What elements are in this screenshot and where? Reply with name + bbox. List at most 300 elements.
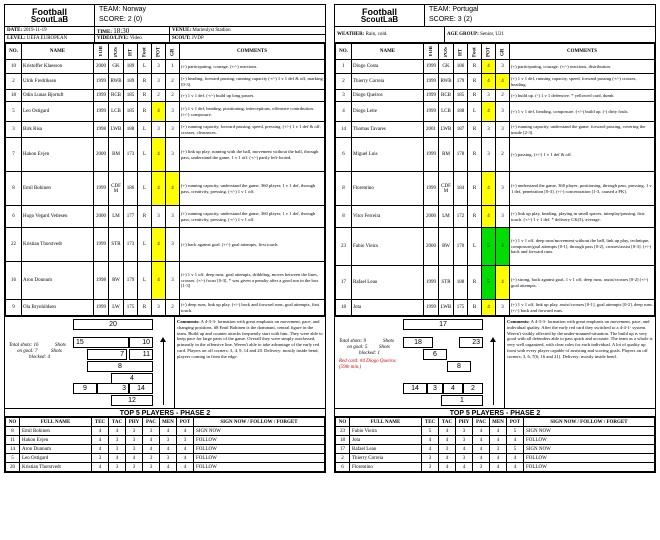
player-row [336,90,655,102]
column-header: GR [496,44,510,60]
top5-row [6,427,325,436]
player-position: LWB [439,122,454,138]
player-name: Leo Ostigard [22,102,94,122]
player-grade: 4 [496,266,510,300]
player-row [6,172,325,206]
top5-men: 4 [490,454,507,463]
top5-men: 4 [160,463,177,472]
position-box: 14 [403,383,427,394]
scoutlab-logo: Football ScoutLaB [5,5,95,26]
sheet-header [335,5,655,27]
player-position: RW [109,262,124,300]
top5-no: 23 [336,427,350,436]
top5-pac: 3 [143,463,160,472]
player-name: Florentino [352,172,424,206]
player-name: Birk Risa [22,122,94,138]
top5-no: 20 [6,463,20,472]
player-foot: R [138,74,152,90]
player-number: 18 [336,300,352,316]
column-header: YOB [94,44,109,60]
player-name: Thierry Correia [352,74,424,90]
top5-row [336,436,655,445]
top5-no: 6 [336,463,350,472]
player-foot: R [468,122,482,138]
player-height: 189 [124,74,138,90]
player-grade: 3 [166,262,180,300]
player-row [336,138,655,172]
player-yob: 1999 [94,300,109,316]
top5-tec: 4 [92,436,109,445]
player-grade: 2 [496,138,510,172]
player-height: 173 [124,228,138,262]
player-grade: 2 [166,90,180,102]
player-comment: (+) link up play, running with the ball, movement without the ball, through pass, understand the game, 1 v 1 off. (+/-) partly left-footed. [180,138,325,172]
player-position: GK [109,60,124,74]
player-potential: 3 [482,138,496,172]
top5-body [6,427,325,472]
top5-tac: 4 [439,436,456,445]
top5-column-header: PAC [143,418,160,427]
player-foot: R [468,74,482,90]
position-box: 14 [129,383,153,394]
player-grade: 3 [496,206,510,228]
top5-men: 3 [160,436,177,445]
top5-table [5,417,325,472]
player-foot: L [138,138,152,172]
top5-name: Florentino [350,463,422,472]
total-shots: Total shots: 16 [9,343,39,348]
player-foot: R [468,60,482,74]
player-name: Hugo Vegard Vetlesen [22,206,94,228]
player-name: Ulrik Fredriksen [22,74,94,90]
top5-name: Hakon Evjen [20,436,92,445]
top5-no: 17 [336,445,350,454]
shots-blocked: blocked: 4 [29,355,50,360]
top5-tec: 3 [92,454,109,463]
player-potential: 3 [152,122,166,138]
top5-pot: 4 [507,463,524,472]
player-number: 9 [6,300,22,316]
top5-phy: 3 [456,454,473,463]
player-yob: 1999 [424,90,439,102]
roster-header [6,44,325,60]
top5-column-header: PHY [126,418,143,427]
top5-phy: 3 [126,436,143,445]
top5-decision: SIGN NOW [194,427,325,436]
player-potential: 4 [152,102,166,122]
player-position: LM [109,206,124,228]
player-grade: 4 [496,74,510,90]
player-position: LW [109,300,124,316]
column-header: COMMENTS [180,44,325,60]
player-potential: 3 [482,122,496,138]
player-height: 184 [454,172,468,206]
player-foot: R [468,206,482,228]
top5-column-header: FULL NAME [20,418,92,427]
top5-tec: 4 [92,427,109,436]
shots-label: Shots [55,343,66,348]
player-grade: 1 [166,60,180,74]
player-grade: 2 [166,300,180,316]
shots-label: Shots [383,339,394,344]
player-yob: 1998 [94,122,109,138]
player-row [336,228,655,266]
column-header: HT [454,44,468,60]
player-potential: 4 [152,228,166,262]
position-box: 9 [73,383,97,394]
player-foot: R [468,266,482,300]
roster-body [6,60,325,316]
top5-tac: 4 [439,463,456,472]
top5-no: 2 [336,454,350,463]
column-header: POS [109,44,124,60]
column-header: Foot [468,44,482,60]
top5-pot: 4 [177,445,194,454]
player-row [336,300,655,316]
top5-column-header: TEC [92,418,109,427]
formation-pitch [335,317,505,408]
player-number: 8 [336,172,352,206]
position-box: 8 [447,361,471,372]
position-box: 7 [87,349,127,360]
player-yob: 1999 [424,102,439,122]
top5-column-header: POT [177,418,194,427]
player-number: 3 [336,90,352,102]
player-potential: 4 [482,74,496,90]
top5-decision: FOLLOW [194,454,325,463]
player-height: 185 [124,102,138,122]
top5-row [336,445,655,454]
player-name: Aron Donnum [22,262,94,300]
player-comment: (+) 1 v 1 def, running capacity, speed, forward passing (+/-) crosses, heading. [510,74,655,90]
player-number: 5 [6,102,22,122]
player-comment: (+) participating, courage. (+/-) reactions, distribution. [510,60,655,74]
top5-name: Rafael Leao [350,445,422,454]
player-comment: (+) 1 v 1 def. (+/-) build up long passes. [180,90,325,102]
player-foot: L [138,60,152,74]
player-name: Diogo Costa [352,60,424,74]
position-box: 20 [73,319,153,330]
top5-pot: 3 [177,436,194,445]
player-height: 170 [454,228,468,266]
shots-on-goal: on goal: 5 [347,345,368,350]
sheet-header [5,5,325,27]
player-row [336,206,655,228]
player-potential: 3 [482,90,496,102]
formation-pitch [5,317,175,408]
player-yob: 2000 [424,206,439,228]
player-height: 179 [454,74,468,90]
top5-phy: 3 [126,445,143,454]
player-potential: 4 [152,172,166,206]
top5-tac: 3 [109,445,126,454]
top5-name: Fabio Vieira [350,427,422,436]
shots-label: Shots [379,345,390,350]
player-height: 175 [454,300,468,316]
player-name: Diogo Queiros [352,90,424,102]
player-comment: (+) running capacity, forward passing, speed, pressing. (+/-) 1 v 1 def & off, crosses, clearances. [180,122,325,138]
top5-pac: 4 [143,445,160,454]
player-comment: (+) running capacity, understand the game, 360 player, 1 v 1 def, through pass, creativity, pressing. (+/-) 1 v 1 off. [180,206,325,228]
player-foot: L [138,228,152,262]
player-height: 179 [124,262,138,300]
top5-pac: 3 [143,454,160,463]
player-yob: 2000 [94,60,109,74]
player-foot: R [468,90,482,102]
player-position: GK [439,60,454,74]
position-box: 2 [463,383,483,394]
top5-pac: 3 [473,463,490,472]
meta-row-1: DATE: 2019-11-19 TIME: 18:30 VENUE: Marienlyst Stadion [5,27,325,35]
roster-body [336,60,655,316]
player-potential: 4 [482,102,496,122]
top5-column-header: PHY [456,418,473,427]
top5-pac: 4 [473,445,490,454]
position-box: 18 [403,337,433,348]
top5-name: Thierry Correia [350,454,422,463]
player-yob: 1999 [424,172,439,206]
player-comment: (+) running capacity, understand the game, forward passing, covering the inside [2-3]. [510,122,655,138]
player-name: Miguel Luis [352,138,424,172]
player-position: RW [439,228,454,266]
player-yob: 1999 [424,300,439,316]
top5-no: 18 [336,436,350,445]
top5-title: TOP 5 PLAYERS - PHASE 2 [5,408,325,417]
player-row [6,102,325,122]
player-position: LCB [439,102,454,122]
player-yob: 2001 [424,122,439,138]
player-height: 188 [454,102,468,122]
top5-tec: 4 [92,463,109,472]
top5-pac: 4 [473,454,490,463]
player-grade: 3 [166,138,180,172]
top5-phy: 3 [456,427,473,436]
top5-pot: 5 [507,445,524,454]
top5-no: 14 [6,445,20,454]
top5-row [6,454,325,463]
shots-label: Shots [51,349,62,354]
player-name: Diogo Leite [352,102,424,122]
player-position: RM [439,138,454,172]
player-yob: 1999 [424,74,439,90]
player-foot: L [468,228,482,266]
column-header: NO. [336,44,352,60]
top5-tac: 3 [439,445,456,454]
player-yob: 1998 [94,262,109,300]
player-grade: 2 [496,90,510,102]
player-row [6,262,325,300]
player-number: 14 [336,122,352,138]
match-comments: Comments: A 4-3-3- formation with great emphasis on movement, pace, and changing positions. #8 Emil Bohinen is the dominant, central figure in the team. Build up and counter attacks frequently start with him. They were able to keep pace for large parts of the game. Overall they were simply outclassed, primarily in the offensive line. Weren't able to take advantage of the early red card. Players on off corners: 3, 4, 9, 14 and 20. Delivery: mostly inside bend, players coming in from the edge. [177,319,323,359]
attack-direction-arrow [163,341,164,405]
player-grade: 3 [166,206,180,228]
player-potential: 2 [152,90,166,102]
player-potential: 5 [482,228,496,266]
player-yob: 2000 [94,206,109,228]
position-box: 8 [87,361,153,372]
player-name: Kristian Thorstvedt [22,228,94,262]
column-header: NAME [22,44,94,60]
player-yob: 1999 [94,74,109,90]
position-box: 6 [423,349,447,360]
player-grade: 4 [496,228,510,266]
top5-tec: 4 [92,445,109,454]
top5-name: Aron Dunnum [20,445,92,454]
top5-name: Kristian Thorstvedt [20,463,92,472]
player-yob: 1999 [94,102,109,122]
player-comment: (+) build up. (-) 1 v 1 defensive. * yellowed card, dumb. [510,90,655,102]
top5-decision: FOLLOW [194,463,325,472]
player-comment: (+) running capacity, understand the game, 360 player, 1 v 1 def, through pass, creativity, pressing. (+/-) 1 v 1 off. [180,172,325,206]
top5-no: 5 [6,454,20,463]
player-potential: 3 [152,74,166,90]
player-grade: 2 [166,74,180,90]
player-number: 17 [336,266,352,300]
player-grade: 4 [166,172,180,206]
player-height: 175 [124,300,138,316]
top5-column-header: PAC [473,418,490,427]
top5-column-header: MEN [490,418,507,427]
player-row [336,74,655,90]
player-foot: L [138,122,152,138]
player-comment: (+) understand the game, 360 player, positioning, through pass, pressing, 1 v 1 def, penetration [0-3]. (+/-) concentration [1-3, caused a PK]. [510,172,655,206]
player-name: Ola Brynhildsen [22,300,94,316]
player-foot: L [138,262,152,300]
player-position: CDF M [109,172,124,206]
player-potential: 4 [482,60,496,74]
top5-decision: SIGN NOW [524,427,655,436]
player-name: Vitor Ferreira [352,206,424,228]
top5-tec: 3 [422,463,439,472]
top5-men: 3 [160,454,177,463]
player-position: RWB [109,74,124,90]
player-yob: 1999 [424,60,439,74]
top5-column-header: MEN [160,418,177,427]
player-row [336,122,655,138]
player-position: LCB [109,102,124,122]
top5-tac: 4 [439,427,456,436]
top5-row [6,445,325,454]
player-row [6,228,325,262]
player-row [6,90,325,102]
top5-name: Leo Ostigard [20,454,92,463]
player-name: Emil Bohinen [22,172,94,206]
player-foot: R [138,300,152,316]
player-grade: 3 [496,172,510,206]
player-number: 6 [6,206,22,228]
player-height: 185 [124,90,138,102]
player-number: 1 [336,60,352,74]
top5-column-header: TAC [439,418,456,427]
top5-no: 11 [6,436,20,445]
top5-name: Jota [350,436,422,445]
position-box: 4 [111,373,153,384]
top5-decision: FOLLOW [194,436,325,445]
player-row [6,300,325,316]
player-comment: (+) 1 v 1 off, link up play, assist/crosses [0-1], goal attempts [0-2], deep runs. (+/-) back and forward runs. [510,300,655,316]
score: SCORE: 2 (0) [99,16,143,23]
player-position: LM [439,206,454,228]
player-yob: 1999 [424,138,439,172]
player-grade: 3 [166,228,180,262]
player-row [6,122,325,138]
match-summary [5,316,325,408]
top5-tac: 3 [109,436,126,445]
player-number: 23 [336,228,352,266]
top5-phy: 3 [126,427,143,436]
player-position: RCB [439,90,454,102]
top5-pot: 4 [507,436,524,445]
player-height: 189 [124,60,138,74]
player-grade: 3 [496,60,510,74]
column-header: POT [152,44,166,60]
player-foot: R [138,90,152,102]
total-shots: Total shots: 9 [339,339,367,344]
player-yob: 1999 [94,90,109,102]
top5-tec: 4 [422,436,439,445]
player-position: CDF M [439,172,454,206]
top5-pot: 4 [177,454,194,463]
player-number: 2 [6,74,22,90]
top5-decision: FOLLOW [524,454,655,463]
position-box: 3 [97,383,129,394]
player-grade: 3 [166,102,180,122]
top5-column-header: NO [336,418,350,427]
top5-column-header: FULL NAME [350,418,422,427]
player-comment: (+) 1 v 1 def, heading, composure. (+/-) build up. (-) dirty fouls. [510,102,655,122]
player-height: 177 [124,206,138,228]
top5-pot: 4 [177,427,194,436]
match-comments: Comments: A 4-3-3- formation with great emphasis on movement, pace, and individual quality. After the early red card they switched to a 4-4-1- system. Weren't visibly affected by the under-manned-situation. The build up is very good with all defenders able to pass quick and accurate. The team as a whole is very well organized, with clear roles for each individual. A lot of quality up front with every player capable of assisting and scoring goals. Players on off corners: 3, 6, 7(6, 16 and 21). Delivery: mostly inside bend. [507,319,653,359]
player-number: 8 [6,172,22,206]
top5-table [335,417,655,472]
score: SCORE: 3 (2) [429,16,473,23]
player-position: RWB [439,74,454,90]
top5-name: Emil Bohinen [20,427,92,436]
column-header: Foot [138,44,152,60]
top5-header [336,418,655,427]
player-potential: 3 [152,60,166,74]
player-grade: 3 [496,300,510,316]
player-name: Thomas Tavares [352,122,424,138]
top5-column-header: NO [6,418,20,427]
player-position: STR [109,228,124,262]
top5-decision: FOLLOW [194,445,325,454]
top5-phy: 4 [456,445,473,454]
player-potential: 4 [482,206,496,228]
player-row [6,74,325,90]
top5-body [336,427,655,472]
player-number: 2 [336,74,352,90]
top5-pot: 5 [507,427,524,436]
team-name: TEAM: Norway [99,6,147,13]
top5-tac: 4 [439,454,456,463]
player-row [336,172,655,206]
top5-decision: FOLLOW [524,436,655,445]
column-header: POS [439,44,454,60]
top5-column-header: TEC [422,418,439,427]
player-position: RM [109,138,124,172]
scout-sheet-portugal [334,4,656,473]
player-number: 3 [6,122,22,138]
position-box: 11 [129,349,153,360]
player-name: Odin Lunas Bjortuft [22,90,94,102]
top5-pac: 4 [473,427,490,436]
player-name: Fabio Vieira [352,228,424,266]
player-comment: (+) participating, courage. (+/-) reactions. [180,60,325,74]
player-height: 178 [454,138,468,172]
player-potential: 4 [482,300,496,316]
